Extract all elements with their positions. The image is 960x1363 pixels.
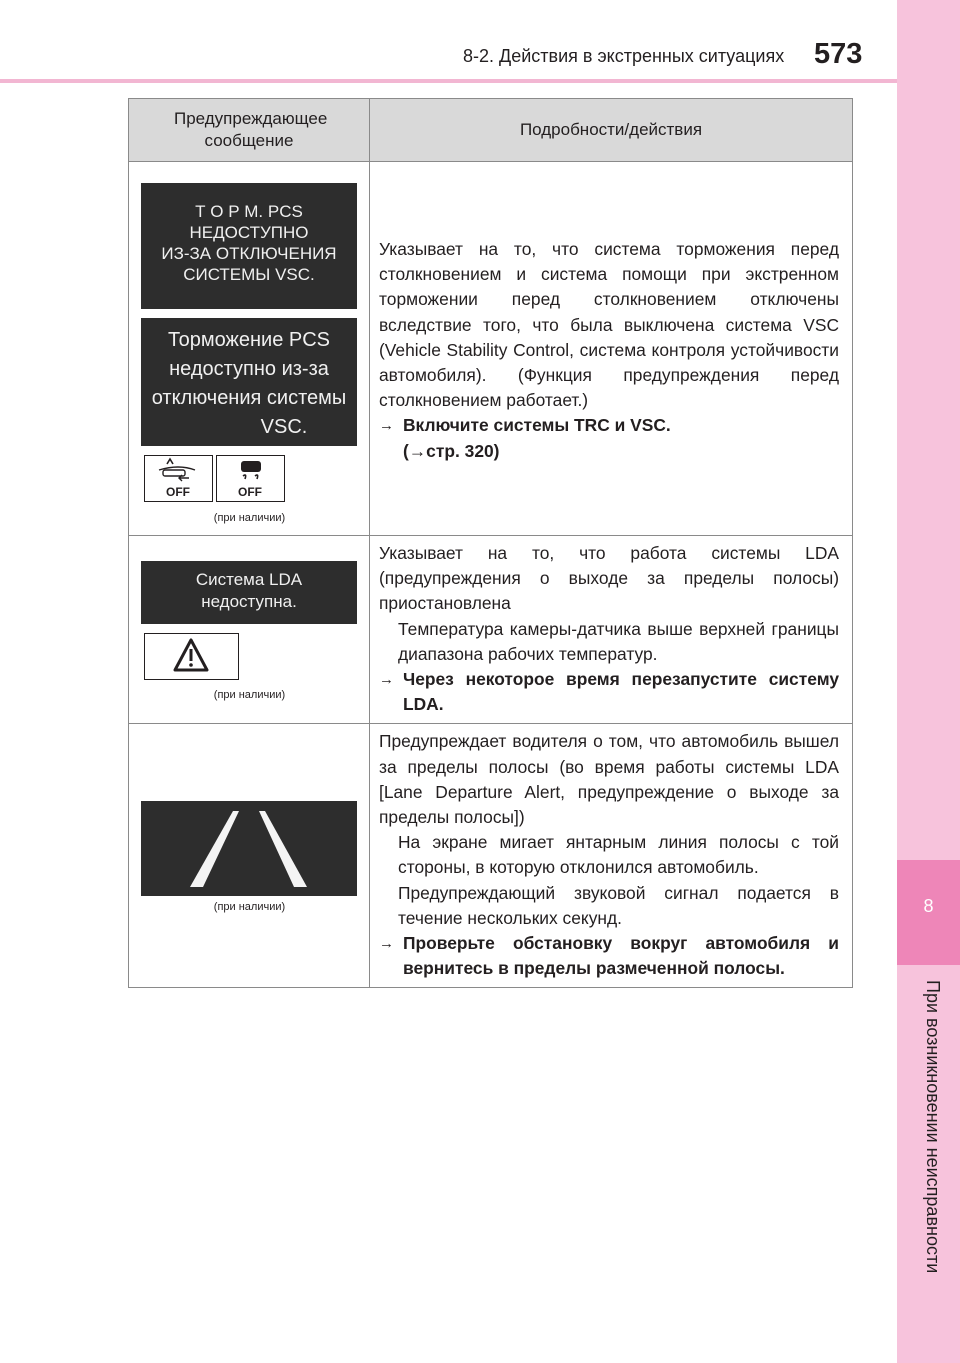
message-description: Указывает на то, что система торможения перед столкновением и система помощи при экстренном торможении перед столкновением отключены вследствие того, что была выключена система VSC (Vehicle Stability Control, система контроля устойчивости автомобиля). (Функция предупреждения перед столкновением работает.) — [379, 239, 839, 411]
message-images-cell — [129, 536, 370, 724]
chapter-title: При возникновении неисправности — [923, 980, 943, 1274]
message-images-cell — [129, 724, 370, 988]
warning-triangle-icon — [144, 633, 239, 680]
svg-text:OFF: OFF — [238, 485, 262, 499]
lda-display: Система LDA недоступна. — [141, 561, 357, 624]
chapter-side-tab — [897, 0, 960, 1363]
page-reference: (→стр. 320) — [403, 440, 500, 461]
message-detail: Предупреждающий звуковой сигнал подается в течение нескольких секунд. — [398, 882, 839, 928]
message-description: Указывает на то, что работа системы LDA (предупреждения о выходе за пределы полосы) приостановлена — [379, 543, 839, 614]
page-number: 573 — [814, 38, 863, 70]
availability-note: (при наличии) — [213, 512, 286, 524]
availability-note: (при наличии) — [213, 901, 286, 914]
message-images-cell — [129, 162, 370, 536]
column-header-message: Предупреждающее сообщение — [129, 99, 370, 162]
action-item: → Проверьте обстановку вокруг автомобиля и вернитесь в пределы размеченной полосы. — [379, 931, 839, 981]
table-header-row — [129, 99, 853, 162]
action-item: → Через некоторое время перезапустите систему LDA. — [379, 667, 839, 717]
column-header-details: Подробности/действия — [370, 99, 853, 162]
message-detail: Температура камеры-датчика выше верхней границы диапазона рабочих температур. — [398, 618, 839, 664]
pcs-display-text: Торможение PCS недоступно из-за отключения системы VSC. — [141, 318, 357, 446]
chapter-number: 8 — [897, 860, 960, 965]
message-details-cell — [370, 162, 853, 536]
message-detail: На экране мигает янтарным линия полосы с той стороны, в которую отклонился автомобиль. — [398, 832, 839, 878]
message-details-cell — [370, 724, 853, 988]
header-rule — [0, 79, 897, 83]
section-title: 8-2. Действия в экстренных ситуациях — [463, 46, 785, 66]
message-details-cell — [370, 536, 853, 724]
action-item: → Включите системы TRC и VSC. — [379, 413, 839, 438]
right-lane-line-icon — [259, 811, 307, 887]
arrow-right-icon: → — [379, 935, 394, 953]
availability-note: (при наличии) — [213, 689, 286, 701]
left-lane-line-icon — [190, 811, 239, 887]
table-row — [129, 724, 853, 988]
svg-text:OFF: OFF — [166, 485, 190, 499]
pcs-display-caps: Т О Р М. PCS НЕДОСТУПНО ИЗ-ЗА ОТКЛЮЧЕНИЯ СИСТЕМЫ VSC. — [141, 183, 357, 309]
message-description: Предупреждает водителя о том, что автомобиль вышел за пределы полосы (во время работы системы LDA [Lane Departure Alert, предупреждение о выходе за пределы полосы]) — [379, 731, 839, 828]
warning-messages-table — [128, 98, 853, 988]
arrow-right-icon: → — [379, 417, 394, 435]
table-row — [129, 162, 853, 536]
vsc-off-icon — [216, 455, 285, 502]
arrow-right-icon: → — [379, 671, 394, 689]
table-row — [129, 536, 853, 724]
pcs-off-icon — [144, 455, 213, 502]
lane-lines-display — [141, 801, 357, 896]
